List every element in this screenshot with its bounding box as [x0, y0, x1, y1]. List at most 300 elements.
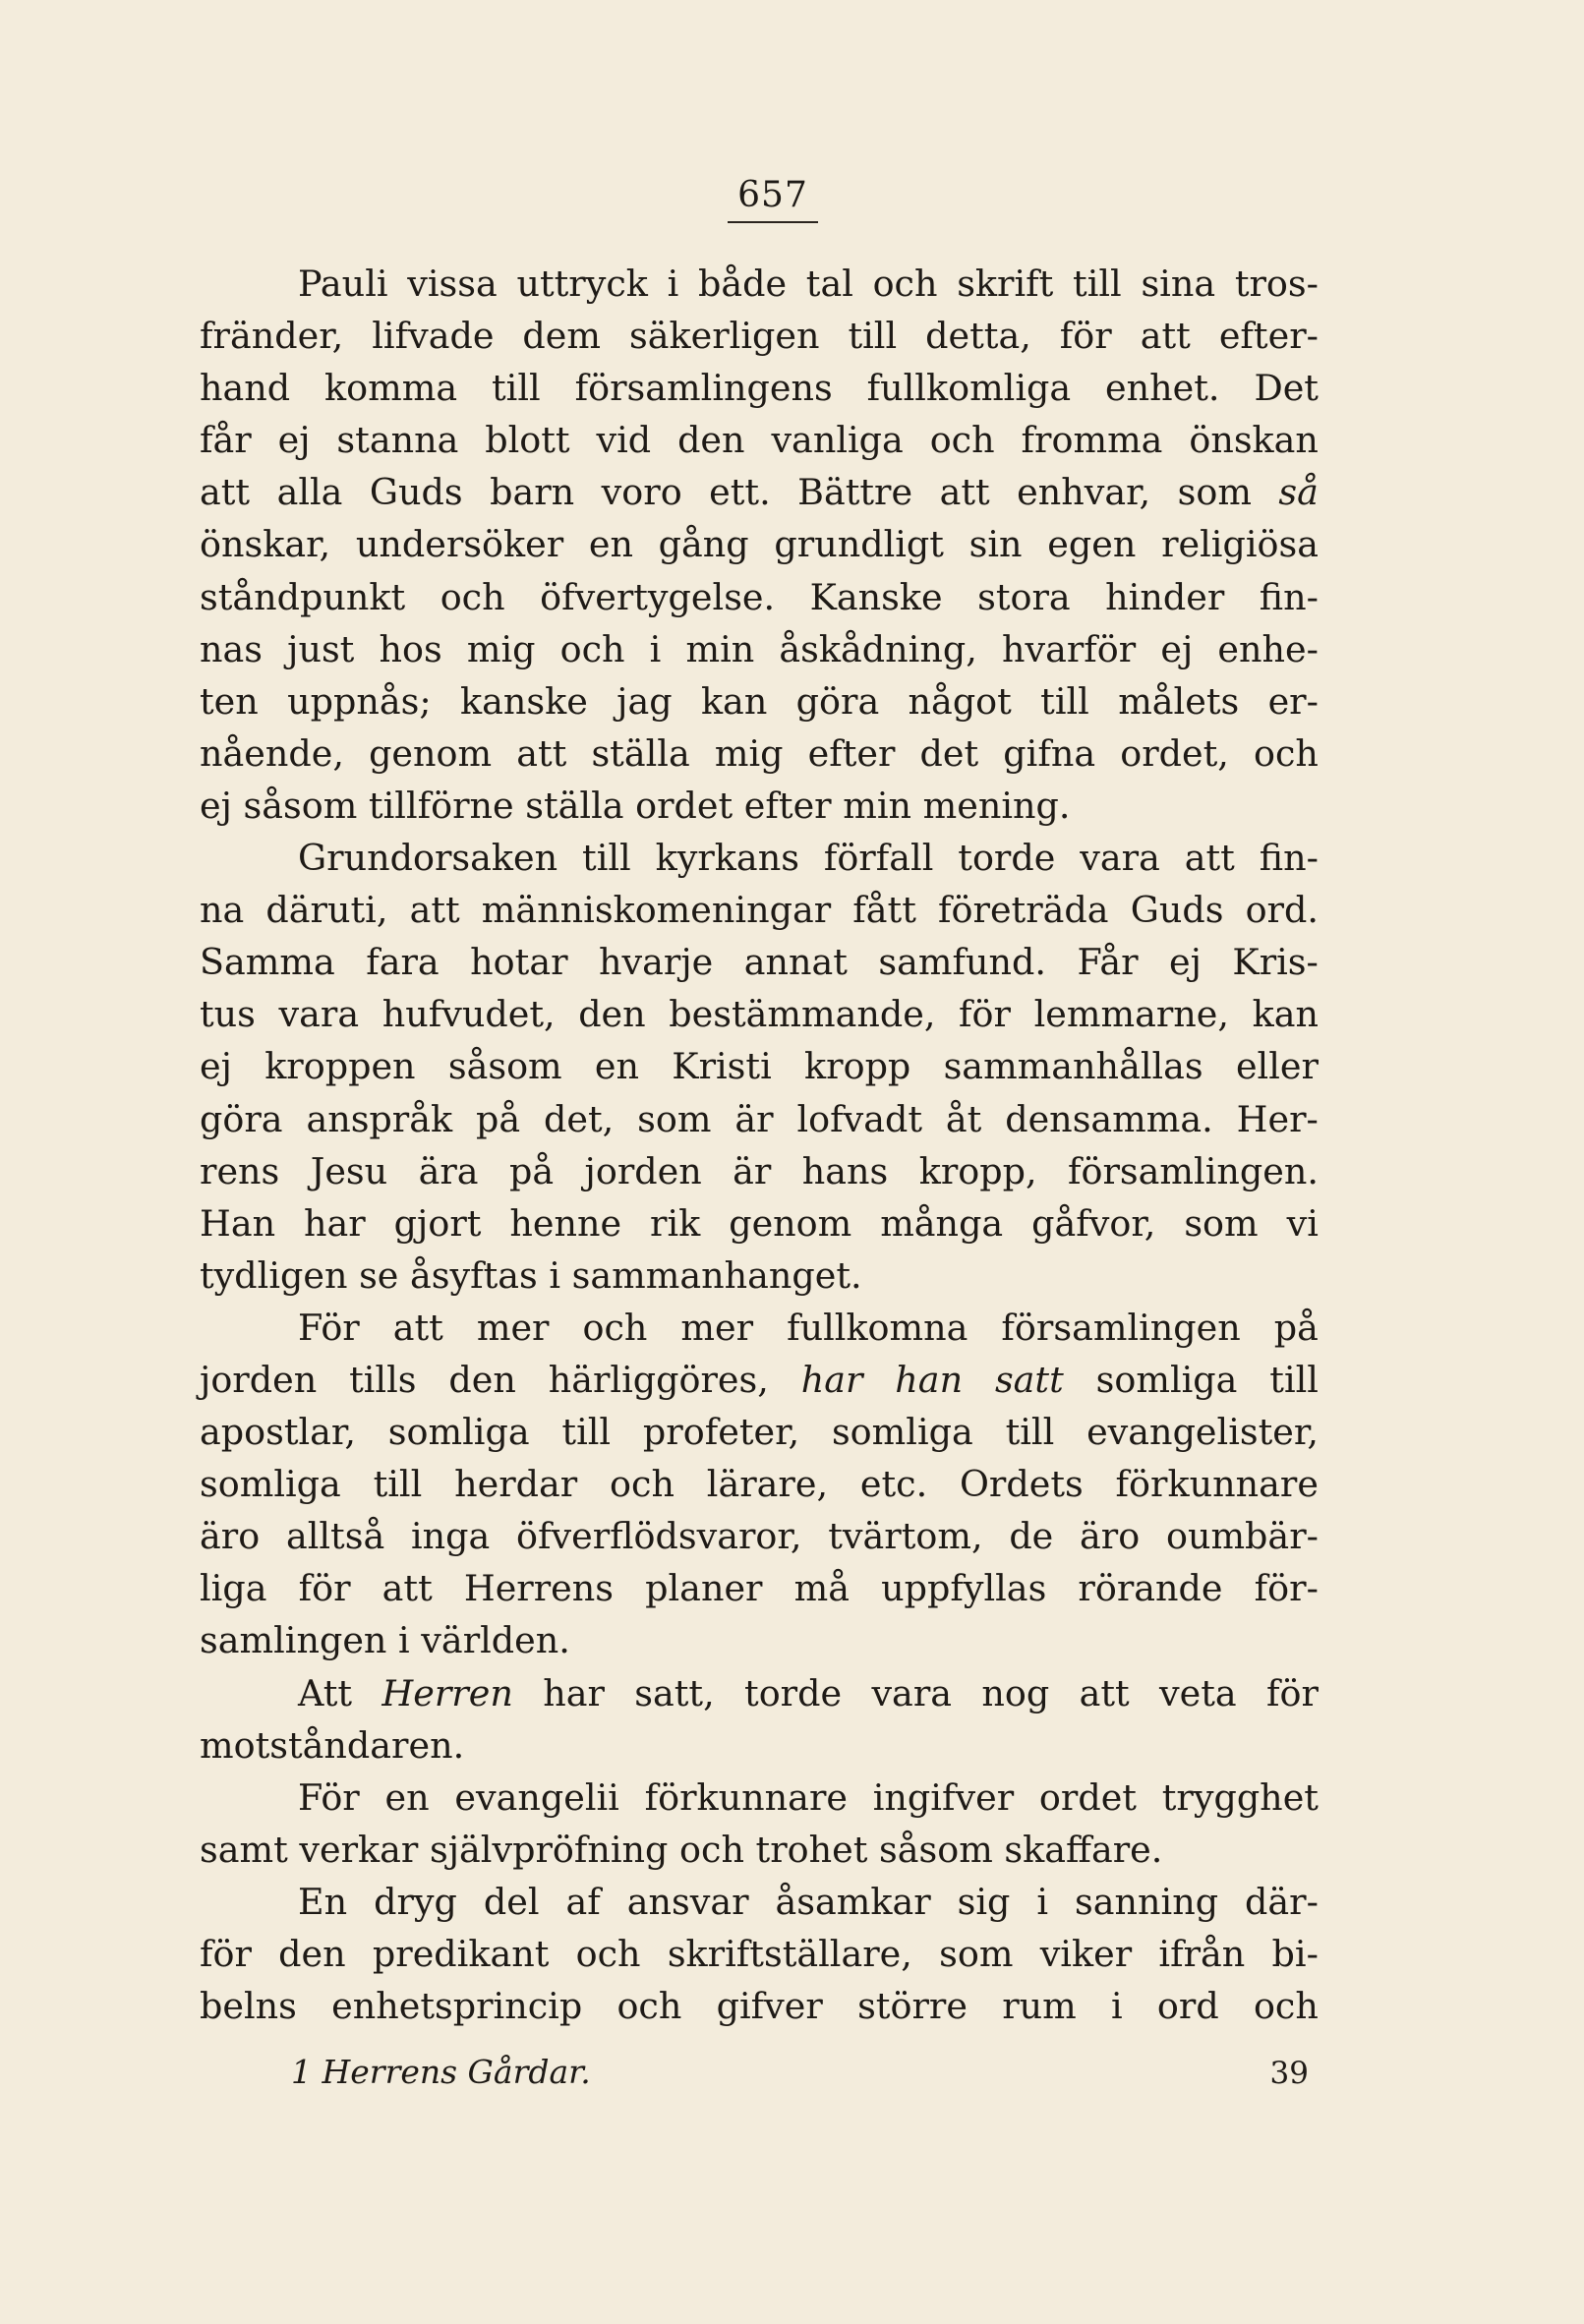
word: för- [1254, 1567, 1319, 1610]
word: åsamkar [775, 1880, 931, 1923]
word: Samma [200, 941, 335, 984]
word: Kristi [672, 1045, 772, 1088]
word: och [1254, 731, 1319, 775]
text-line [200, 1824, 1319, 1876]
word: något [908, 679, 1012, 723]
word: vissa [407, 262, 498, 305]
word: nas [200, 627, 263, 670]
word: på [476, 1097, 521, 1140]
word: lifvade [372, 315, 495, 358]
word: för [959, 993, 1011, 1036]
word: kan [1252, 993, 1319, 1036]
word: Det [1254, 367, 1319, 410]
word: målets [1118, 679, 1240, 723]
word: ordet, [1120, 731, 1229, 775]
word: skrift [957, 262, 1054, 305]
word: i [1111, 1985, 1123, 2028]
text-line [200, 1928, 1319, 1980]
text-line [200, 518, 1319, 570]
word: de [1009, 1515, 1054, 1558]
word: hinder [1105, 575, 1225, 618]
text-line [200, 1302, 1319, 1354]
word: gifna [1003, 731, 1096, 775]
word: en [594, 1045, 640, 1088]
word: får [200, 419, 252, 462]
word: den [278, 1933, 346, 1975]
word: stanna [336, 419, 459, 462]
word: till [1073, 262, 1122, 305]
word: för [1266, 1671, 1319, 1714]
emphasized-word: han [895, 1358, 964, 1401]
word: ifrån [1158, 1933, 1246, 1975]
text-line [200, 1614, 1319, 1666]
word: bestämmande, [669, 993, 936, 1036]
word: till [373, 1463, 423, 1506]
word: del [483, 1880, 540, 1923]
word: ej [277, 419, 311, 462]
text-line [200, 1406, 1319, 1458]
word: fin- [1259, 575, 1319, 618]
word: enhe- [1217, 627, 1319, 670]
word: uppfyllas [881, 1567, 1047, 1610]
text-run: motståndaren. [200, 1723, 465, 1767]
word: att [1140, 315, 1191, 358]
word: äro [1080, 1515, 1141, 1558]
word: är [733, 1149, 772, 1192]
text-line [200, 727, 1319, 780]
word: torde [744, 1671, 843, 1714]
word: tros- [1234, 262, 1319, 305]
text-line [200, 414, 1319, 466]
word: enhet. [1105, 367, 1220, 410]
word: vanliga [771, 419, 904, 462]
word: Ordets [959, 1463, 1084, 1506]
word: ord. [1245, 889, 1319, 932]
word: alla [276, 471, 343, 514]
word: äro [200, 1515, 261, 1558]
word: att [516, 731, 567, 775]
word: sanning [1075, 1880, 1219, 1923]
text-line [200, 988, 1319, 1040]
word: vi [1286, 1201, 1319, 1245]
word: na [200, 889, 245, 932]
word: öfverflödsvaror, [516, 1515, 802, 1558]
word: det, [544, 1097, 615, 1140]
word: sin [968, 523, 1023, 566]
word: oumbär- [1165, 1515, 1319, 1558]
word: till [561, 1411, 612, 1454]
word: fara [366, 941, 440, 984]
word: och [610, 1463, 675, 1506]
word: voro [601, 471, 682, 514]
word: lärare, [706, 1463, 829, 1506]
word: det [919, 731, 979, 775]
word: hvarför [1001, 627, 1137, 670]
word: ej [200, 1045, 232, 1088]
text-line [200, 623, 1319, 675]
text-line [200, 310, 1319, 362]
word: sammanhållas [943, 1045, 1203, 1088]
word: och [582, 1306, 648, 1349]
word: och [575, 1933, 641, 1975]
word: Får [1077, 941, 1139, 984]
word: mig [714, 731, 784, 775]
word: planer [645, 1567, 763, 1610]
word: företräda [938, 889, 1109, 932]
text-line [200, 1510, 1319, 1562]
text-line [200, 466, 1319, 518]
word: fromma [1021, 419, 1163, 462]
word: församlingen. [1067, 1149, 1319, 1192]
word: uppnås; [287, 679, 432, 723]
word: kanske [459, 679, 588, 723]
word: Guds [369, 471, 463, 514]
word: hand [200, 367, 291, 410]
word: en [588, 523, 633, 566]
text-run: tydligen se åsyftas i sammanhanget. [200, 1253, 862, 1297]
word: detta, [925, 315, 1031, 358]
word: hans [801, 1149, 889, 1192]
text-line [200, 1040, 1319, 1092]
word: blott [485, 419, 570, 462]
word: gjort [393, 1201, 482, 1245]
page-number: 657 [728, 175, 818, 223]
word: En [298, 1880, 348, 1923]
text-line [200, 258, 1319, 310]
emphasized-word: Herren [381, 1671, 513, 1714]
word: Han [200, 1201, 276, 1245]
word: säkerligen [628, 315, 820, 358]
word: att [200, 471, 251, 514]
word: rens [200, 1149, 280, 1192]
word: Guds [1130, 889, 1224, 932]
word: trygghet [1161, 1775, 1319, 1819]
text-line [200, 1719, 1319, 1772]
word: enhvar, [1017, 471, 1151, 514]
word: Grundorsaken [298, 837, 558, 880]
word: göra [200, 1097, 283, 1140]
word: eller [1235, 1045, 1319, 1088]
word: ord [1156, 1985, 1219, 2028]
word: till [492, 367, 541, 410]
word: vara [278, 993, 360, 1036]
word: och [440, 575, 505, 618]
word: ordet [1038, 1775, 1137, 1819]
word: större [857, 1985, 968, 2028]
word: där- [1245, 1880, 1319, 1923]
word: just [287, 627, 355, 670]
text-line [200, 1145, 1319, 1197]
word: i [649, 627, 662, 670]
word: att [381, 1567, 433, 1610]
word: Herrens [463, 1567, 615, 1610]
text-line [200, 936, 1319, 988]
word: Pauli [298, 262, 388, 305]
word: enhetsprincip [331, 1985, 583, 2028]
word: som [637, 1097, 712, 1140]
word: att [392, 1306, 443, 1349]
word: församlingens [574, 367, 833, 410]
word: kyrkans [655, 837, 799, 880]
word: för [1059, 315, 1112, 358]
text-line [200, 884, 1319, 936]
word: somliga [387, 1411, 530, 1454]
word: evangelister, [1086, 1411, 1319, 1454]
word: af [565, 1880, 601, 1923]
text-run: samlingen i världen. [200, 1619, 570, 1662]
word: till [1040, 679, 1089, 723]
word: somliga [200, 1463, 341, 1506]
word: efter [807, 731, 896, 775]
word: tal [805, 262, 853, 305]
word: kropp [804, 1045, 911, 1088]
word: kan [700, 679, 768, 723]
word: både [698, 262, 788, 305]
word: fullkomliga [866, 367, 1072, 410]
word: ej [1160, 627, 1194, 670]
emphasized-word: så [1278, 471, 1319, 514]
word: åt [945, 1097, 982, 1140]
word: till [1269, 1358, 1319, 1401]
word: genom [729, 1201, 852, 1245]
word: Kris- [1232, 941, 1319, 984]
word: satt, [634, 1671, 715, 1714]
word: ej [1169, 941, 1202, 984]
word: hotar [470, 941, 568, 984]
word: barn [490, 471, 575, 514]
word: rik [650, 1201, 701, 1245]
word: ett. [709, 471, 771, 514]
word: förkunnare [1115, 1463, 1319, 1506]
word: vid [596, 419, 652, 462]
word: etc. [859, 1463, 928, 1506]
word: som [939, 1933, 1014, 1975]
word: kroppen [264, 1045, 416, 1088]
word: på [1273, 1306, 1319, 1349]
word: många [880, 1201, 1004, 1245]
word: Bättre [797, 471, 913, 514]
word: samfund. [878, 941, 1047, 984]
word: för [298, 1567, 351, 1610]
word: apostlar, [200, 1411, 356, 1454]
word: önskar, [200, 523, 331, 566]
text-line [200, 1772, 1319, 1824]
word: däruti, [265, 889, 388, 932]
word: göra [795, 679, 880, 723]
word: mig [466, 627, 536, 670]
word: lofvadt [796, 1097, 923, 1140]
word: veta [1159, 1671, 1237, 1714]
word: på [508, 1149, 555, 1192]
word: att [939, 471, 990, 514]
text-line [200, 1667, 1319, 1719]
word: belns [200, 1985, 297, 2028]
word: vara [1080, 837, 1160, 880]
word: tus [200, 993, 256, 1036]
word: önskan [1189, 419, 1319, 462]
word: nog [981, 1671, 1050, 1714]
body-text [200, 258, 1319, 2032]
word: densamma. [1005, 1097, 1213, 1140]
text-line [200, 675, 1319, 727]
emphasized-word: har [800, 1358, 863, 1401]
word: inga [410, 1515, 491, 1558]
text-line [200, 780, 1319, 832]
word: liga [200, 1567, 267, 1610]
word: mer [476, 1306, 550, 1349]
word: anspråk [306, 1097, 453, 1140]
word: ställa [591, 731, 690, 775]
word: genom [369, 731, 493, 775]
word: och [929, 419, 995, 462]
word: Jesu [310, 1149, 388, 1192]
word: som [1184, 1201, 1259, 1245]
word: För [298, 1306, 360, 1349]
emphasized-word: satt [994, 1358, 1064, 1401]
word: till [848, 315, 898, 358]
word: och [1253, 1985, 1319, 2028]
word: fått [852, 889, 916, 932]
word: den [677, 419, 745, 462]
word: den [578, 993, 646, 1036]
word: må [793, 1567, 850, 1610]
text-run: samt verkar självpröfning och trohet såsom skaffare. [200, 1828, 1163, 1871]
word: bi- [1271, 1933, 1319, 1975]
word: människomeningar [481, 889, 832, 932]
word: somliga [1095, 1358, 1238, 1401]
word: och [559, 627, 625, 670]
word: stora [977, 575, 1071, 618]
word: ansvar [626, 1880, 749, 1923]
footer-note: 1 Herrens Gårdar. [291, 2053, 591, 2091]
word: herdar [454, 1463, 578, 1506]
word: För [298, 1775, 360, 1819]
text-line [200, 1354, 1319, 1406]
word: ten [200, 679, 259, 723]
word: Att [298, 1671, 353, 1714]
word: dem [522, 315, 601, 358]
word: sina [1141, 262, 1216, 305]
word: gifver [716, 1985, 823, 2028]
word: härliggöres, [548, 1358, 769, 1401]
word: kropp, [918, 1149, 1037, 1192]
word: jorden [584, 1149, 702, 1192]
word: predikant [372, 1933, 550, 1975]
text-line [200, 1562, 1319, 1614]
word: jag [616, 679, 673, 723]
word: att [409, 889, 460, 932]
word: rörande [1078, 1567, 1223, 1610]
word: i [1036, 1880, 1049, 1923]
word: förfall [823, 837, 934, 880]
text-line [200, 1980, 1319, 2032]
text-line [200, 1249, 1319, 1302]
word: en [384, 1775, 430, 1819]
word: fränder, [200, 315, 344, 358]
word: är [734, 1097, 774, 1140]
word: hvarje [599, 941, 714, 984]
word: och [616, 1985, 682, 2028]
word: Her- [1236, 1097, 1319, 1140]
word: annat [743, 941, 848, 984]
word: åskådning, [779, 627, 977, 670]
word: församlingen [1001, 1306, 1241, 1349]
word: till [1005, 1411, 1055, 1454]
word: min [685, 627, 755, 670]
text-line [200, 1093, 1319, 1145]
word: vara [871, 1671, 953, 1714]
text-line [200, 1197, 1319, 1249]
word: ära [418, 1149, 479, 1192]
word: tvärtom, [828, 1515, 983, 1558]
word: viker [1039, 1933, 1133, 1975]
word: fullkomna [787, 1306, 968, 1349]
word: för [200, 1933, 252, 1975]
word: fin- [1259, 837, 1319, 880]
word: förkunnare [644, 1775, 848, 1819]
text-line [200, 832, 1319, 884]
word: egen [1047, 523, 1137, 566]
word: evangelii [454, 1775, 619, 1819]
word: skriftställare, [667, 1933, 912, 1975]
word: religiösa [1161, 523, 1319, 566]
word: rum [1002, 1985, 1077, 2028]
word: mer [680, 1306, 754, 1349]
word: somliga [831, 1411, 973, 1454]
word: ingifver [872, 1775, 1015, 1819]
word: har [304, 1201, 366, 1245]
text-line [200, 1458, 1319, 1510]
word: dryg [374, 1880, 457, 1923]
word: komma [324, 367, 458, 410]
page-footer [291, 2053, 1309, 2091]
word: undersöker [355, 523, 564, 566]
word: profeter, [642, 1411, 800, 1454]
word: till [582, 837, 631, 880]
word: gåfvor, [1031, 1201, 1156, 1245]
word: hos [379, 627, 442, 670]
word: såsom [447, 1045, 562, 1088]
word: grundligt [774, 523, 944, 566]
word: öfvertygelse. [540, 575, 776, 618]
word: hufvudet, [381, 993, 556, 1036]
text-line [200, 571, 1319, 623]
word: den [448, 1358, 516, 1401]
word: ståndpunkt [200, 575, 406, 618]
word: alltså [285, 1515, 385, 1558]
word: som [1177, 471, 1252, 514]
word: er- [1267, 679, 1319, 723]
word: uttryck [516, 262, 648, 305]
word: jorden [200, 1358, 318, 1401]
word: efter- [1218, 315, 1319, 358]
word: och [872, 262, 938, 305]
text-line [200, 362, 1319, 414]
word: nående, [200, 731, 344, 775]
text-run: ej såsom tillförne ställa ordet efter min mening. [200, 784, 1071, 827]
word: torde [958, 837, 1056, 880]
word: att [1184, 837, 1235, 880]
word: Kanske [809, 575, 943, 618]
word: har [543, 1671, 605, 1714]
text-line [200, 1876, 1319, 1928]
word: henne [509, 1201, 622, 1245]
word: att [1079, 1671, 1130, 1714]
signature-mark: 39 [1269, 2056, 1309, 2091]
word: gång [658, 523, 749, 566]
word: i [667, 262, 679, 305]
word: tills [349, 1358, 417, 1401]
